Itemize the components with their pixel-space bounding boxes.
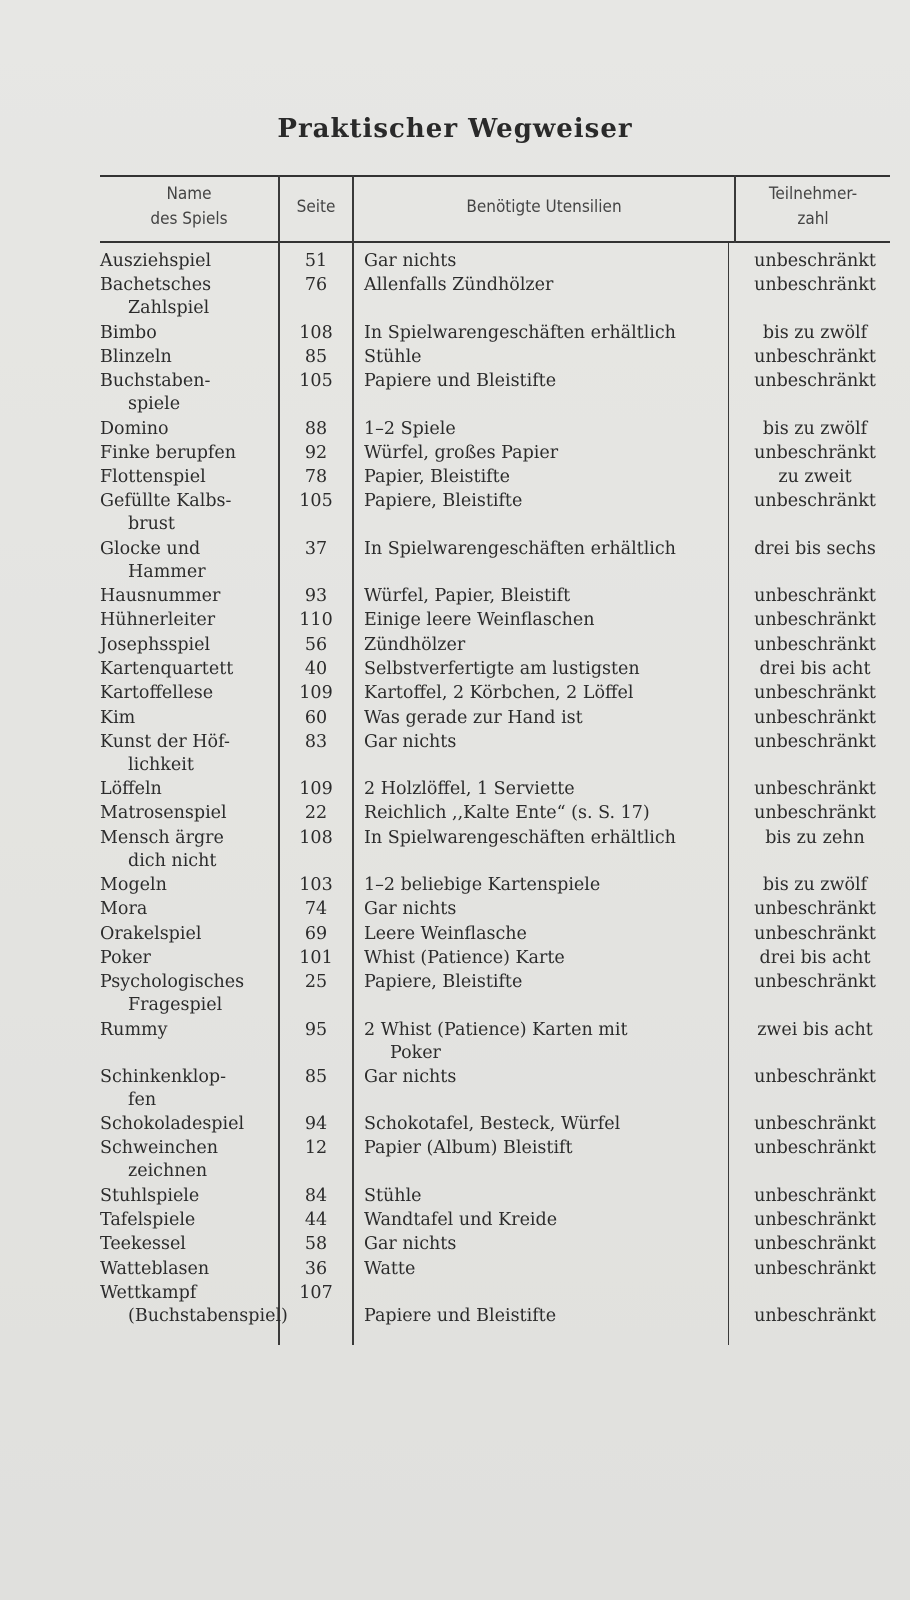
game-name: Blinzeln bbox=[100, 346, 172, 367]
utensils: Gar nichts bbox=[364, 731, 457, 752]
table-row bbox=[0, 1137, 910, 1183]
utensils: Papiere und Bleistifte bbox=[364, 371, 557, 392]
utensils: Watte bbox=[364, 1258, 416, 1279]
game-name: Wettkampf (Buchstabenspiel) bbox=[100, 1282, 288, 1326]
player-count: bis zu zwölf bbox=[762, 875, 868, 895]
table-row bbox=[0, 1113, 910, 1136]
game-name: Glocke und Hammer bbox=[100, 538, 206, 582]
page-number: 84 bbox=[304, 1185, 328, 1206]
player-count: unbeschränkt bbox=[754, 1305, 876, 1326]
utensils: Papiere, Bleistifte bbox=[364, 491, 523, 512]
utensils: In Spielwarengeschäften erhältlich bbox=[364, 827, 676, 848]
page-number: 94 bbox=[304, 1114, 328, 1135]
utensils: In Spielwarengeschäften erhältlich bbox=[364, 322, 676, 343]
table-row bbox=[0, 1185, 910, 1208]
page-number: 25 bbox=[304, 972, 328, 993]
game-name: Hühnerleiter bbox=[100, 610, 216, 631]
table-row bbox=[0, 778, 910, 801]
player-count: bis zu zwölf bbox=[762, 322, 868, 343]
table-row bbox=[0, 634, 910, 657]
player-count: unbeschränkt bbox=[754, 1066, 876, 1087]
game-name: Flottenspiel bbox=[100, 467, 206, 488]
player-count: unbeschränkt bbox=[754, 1114, 876, 1135]
utensils: Selbstverfertigte am lustigsten bbox=[364, 658, 640, 679]
player-count: unbeschränkt bbox=[754, 491, 876, 512]
utensils: Kartoffel, 2 Körbchen, 2 Löffel bbox=[364, 683, 634, 704]
utensils: 2 Whist (Patience) Karten mit Poker bbox=[364, 1019, 628, 1063]
table-row bbox=[0, 466, 910, 489]
game-name: Finke berupfen bbox=[100, 442, 237, 463]
game-name: Schinkenklop- fen bbox=[100, 1066, 227, 1110]
player-count: drei bis acht bbox=[759, 658, 871, 679]
utensils: Stühle bbox=[364, 346, 422, 367]
page-number: 69 bbox=[304, 923, 328, 944]
table-row bbox=[0, 490, 910, 536]
player-count: bis zu zwölf bbox=[762, 418, 868, 439]
utensils: Zündhölzer bbox=[364, 634, 466, 655]
table-row bbox=[0, 1282, 910, 1328]
table-row bbox=[0, 322, 910, 345]
player-count: unbeschränkt bbox=[754, 275, 876, 296]
table-row bbox=[0, 1209, 910, 1232]
player-count: unbeschränkt bbox=[754, 779, 876, 800]
game-name: Löffeln bbox=[100, 779, 162, 800]
game-name: Psychologisches Fragespiel bbox=[100, 972, 245, 1016]
page-number: 105 bbox=[299, 491, 333, 512]
game-name: Kim bbox=[100, 707, 136, 728]
header-game-name: Name des Spiels bbox=[150, 184, 228, 229]
player-count: bis zu zehn bbox=[765, 827, 865, 848]
utensils: Gar nichts bbox=[364, 251, 457, 271]
game-name: Teekessel bbox=[100, 1234, 186, 1255]
game-name: Matrosenspiel bbox=[100, 803, 227, 824]
game-name: Bimbo bbox=[100, 322, 157, 343]
player-count: unbeschränkt bbox=[754, 371, 876, 392]
utensils: Papier, Bleistifte bbox=[364, 467, 511, 488]
page-number: 44 bbox=[304, 1210, 328, 1230]
game-name: Domino bbox=[100, 418, 169, 439]
table-row bbox=[0, 731, 910, 777]
page-number: 103 bbox=[299, 875, 333, 895]
table-row bbox=[0, 1019, 910, 1065]
page-number: 83 bbox=[304, 731, 328, 752]
page-number: 108 bbox=[299, 322, 333, 343]
game-name: Schokoladespiel bbox=[100, 1114, 245, 1135]
player-count: unbeschränkt bbox=[754, 899, 876, 920]
player-count: unbeschränkt bbox=[754, 1258, 876, 1279]
utensils: 2 Holzlöffel, 1 Serviette bbox=[364, 779, 575, 800]
page-number: 36 bbox=[304, 1258, 328, 1279]
game-name: Gefüllte Kalbs- brust bbox=[100, 491, 232, 535]
game-name: Josephsspiel bbox=[100, 634, 211, 655]
page-number: 95 bbox=[304, 1019, 328, 1040]
game-name: Stuhlspiele bbox=[100, 1185, 200, 1206]
table-row bbox=[0, 707, 910, 730]
page-number: 88 bbox=[304, 418, 328, 439]
table-row bbox=[0, 802, 910, 825]
utensils: Reichlich ,,Kalte Ente“ (s. S. 17) bbox=[364, 803, 650, 824]
table-row bbox=[0, 947, 910, 970]
utensils: Whist (Patience) Karte bbox=[364, 947, 565, 968]
page-number: 58 bbox=[304, 1234, 328, 1255]
table-top-rule bbox=[100, 175, 890, 177]
table-row bbox=[0, 346, 910, 369]
page-number: 76 bbox=[304, 275, 328, 296]
game-name: Mora bbox=[100, 899, 148, 920]
game-name: Mensch ärgre dich nicht bbox=[100, 827, 224, 871]
table-header-rule bbox=[100, 241, 890, 243]
player-count: unbeschränkt bbox=[754, 634, 876, 655]
table-row bbox=[0, 1258, 910, 1281]
page-number: 101 bbox=[299, 947, 333, 968]
table-row bbox=[0, 682, 910, 705]
game-name: Bachetsches Zahlspiel bbox=[100, 275, 212, 319]
page-number: 110 bbox=[299, 610, 333, 631]
utensils: 1–2 Spiele bbox=[364, 418, 456, 439]
page-number: 22 bbox=[304, 803, 328, 824]
player-count: unbeschränkt bbox=[754, 1210, 876, 1230]
table-row bbox=[0, 370, 910, 416]
page-number: 78 bbox=[304, 467, 328, 488]
player-count: unbeschränkt bbox=[754, 610, 876, 631]
game-name: Buchstaben- spiele bbox=[100, 371, 211, 415]
table-row bbox=[0, 609, 910, 632]
table-row bbox=[0, 250, 910, 273]
page-number: 85 bbox=[304, 1066, 328, 1087]
table-row bbox=[0, 418, 910, 441]
game-name: Rummy bbox=[100, 1019, 168, 1040]
utensils: Papier (Album) Bleistift bbox=[364, 1138, 573, 1159]
player-count: unbeschränkt bbox=[754, 586, 876, 606]
player-count: unbeschränkt bbox=[754, 683, 876, 704]
player-count: drei bis acht bbox=[759, 947, 871, 968]
game-name: Ausziehspiel bbox=[100, 251, 212, 271]
page-number: 40 bbox=[304, 658, 328, 679]
page-title: Praktischer Wegweiser bbox=[277, 114, 633, 144]
player-count: unbeschränkt bbox=[754, 707, 876, 728]
utensils: Gar nichts bbox=[364, 899, 457, 920]
table-row bbox=[0, 658, 910, 681]
player-count: unbeschränkt bbox=[754, 346, 876, 367]
table-row bbox=[0, 274, 910, 320]
utensils: In Spielwarengeschäften erhältlich bbox=[364, 538, 676, 559]
page-number: 92 bbox=[304, 442, 328, 463]
utensils: Was gerade zur Hand ist bbox=[364, 707, 583, 728]
game-name: Hausnummer bbox=[100, 586, 221, 606]
player-count: zu zweit bbox=[778, 467, 852, 488]
page-number: 12 bbox=[304, 1138, 328, 1159]
player-count: unbeschränkt bbox=[754, 923, 876, 944]
player-count: zwei bis acht bbox=[757, 1019, 873, 1040]
utensils: Würfel, großes Papier bbox=[364, 442, 559, 463]
player-count: unbeschränkt bbox=[754, 1138, 876, 1159]
utensils: Gar nichts bbox=[364, 1234, 457, 1255]
page-number: 93 bbox=[304, 586, 328, 606]
player-count: unbeschränkt bbox=[754, 442, 876, 463]
game-name: Tafelspiele bbox=[100, 1210, 196, 1230]
header-players: Teilnehmer- zahl bbox=[768, 184, 858, 229]
game-name: Orakelspiel bbox=[100, 923, 202, 944]
player-count: unbeschränkt bbox=[754, 731, 876, 752]
game-name: Watteblasen bbox=[100, 1258, 210, 1279]
utensils: Papiere und Bleistifte bbox=[364, 1305, 557, 1326]
page-number: 108 bbox=[299, 827, 333, 848]
game-name: Mogeln bbox=[100, 875, 167, 895]
utensils: Papiere, Bleistifte bbox=[364, 972, 523, 993]
page-number: 105 bbox=[299, 371, 333, 392]
page-number: 109 bbox=[299, 683, 333, 704]
page-number: 56 bbox=[304, 634, 328, 655]
player-count: unbeschränkt bbox=[754, 1185, 876, 1206]
utensils: Wandtafel und Kreide bbox=[364, 1210, 558, 1230]
table-row bbox=[0, 442, 910, 465]
page-number: 37 bbox=[304, 538, 328, 559]
table-row bbox=[0, 538, 910, 584]
game-name: Kunst der Höf- lichkeit bbox=[100, 731, 230, 775]
utensils: Schokotafel, Besteck, Würfel bbox=[364, 1114, 621, 1135]
utensils: Gar nichts bbox=[364, 1066, 457, 1087]
table-row bbox=[0, 585, 910, 608]
header-utensils: Benötigte Utensilien bbox=[466, 197, 622, 217]
table-row bbox=[0, 827, 910, 873]
utensils: Einige leere Weinflaschen bbox=[364, 610, 595, 631]
player-count: drei bis sechs bbox=[754, 538, 876, 559]
table-row bbox=[0, 898, 910, 921]
utensils: Stühle bbox=[364, 1185, 422, 1206]
game-name: Kartenquartett bbox=[100, 658, 234, 679]
table-row bbox=[0, 923, 910, 946]
table-row bbox=[0, 971, 910, 1017]
table-row bbox=[0, 1066, 910, 1112]
player-count: unbeschränkt bbox=[754, 1234, 876, 1255]
utensils: Würfel, Papier, Bleistift bbox=[364, 586, 571, 606]
table-row bbox=[0, 874, 910, 897]
page-number: 85 bbox=[304, 346, 328, 367]
utensils: 1–2 beliebige Kartenspiele bbox=[364, 875, 601, 895]
header-page: Seite bbox=[296, 197, 336, 217]
page-number: 74 bbox=[304, 899, 328, 920]
table-row bbox=[0, 1233, 910, 1256]
page-number: 51 bbox=[304, 251, 328, 271]
page-number: 107 bbox=[299, 1282, 333, 1303]
page-number: 109 bbox=[299, 779, 333, 800]
page-number: 60 bbox=[304, 707, 328, 728]
game-name: Kartoffellese bbox=[100, 683, 214, 704]
player-count: unbeschränkt bbox=[754, 972, 876, 993]
utensils: Allenfalls Zündhölzer bbox=[364, 275, 554, 296]
game-name: Schweinchen zeichnen bbox=[100, 1138, 218, 1182]
player-count: unbeschränkt bbox=[754, 803, 876, 824]
game-name: Poker bbox=[100, 947, 151, 968]
utensils: Leere Weinflasche bbox=[364, 923, 527, 944]
player-count: unbeschränkt bbox=[754, 251, 876, 271]
